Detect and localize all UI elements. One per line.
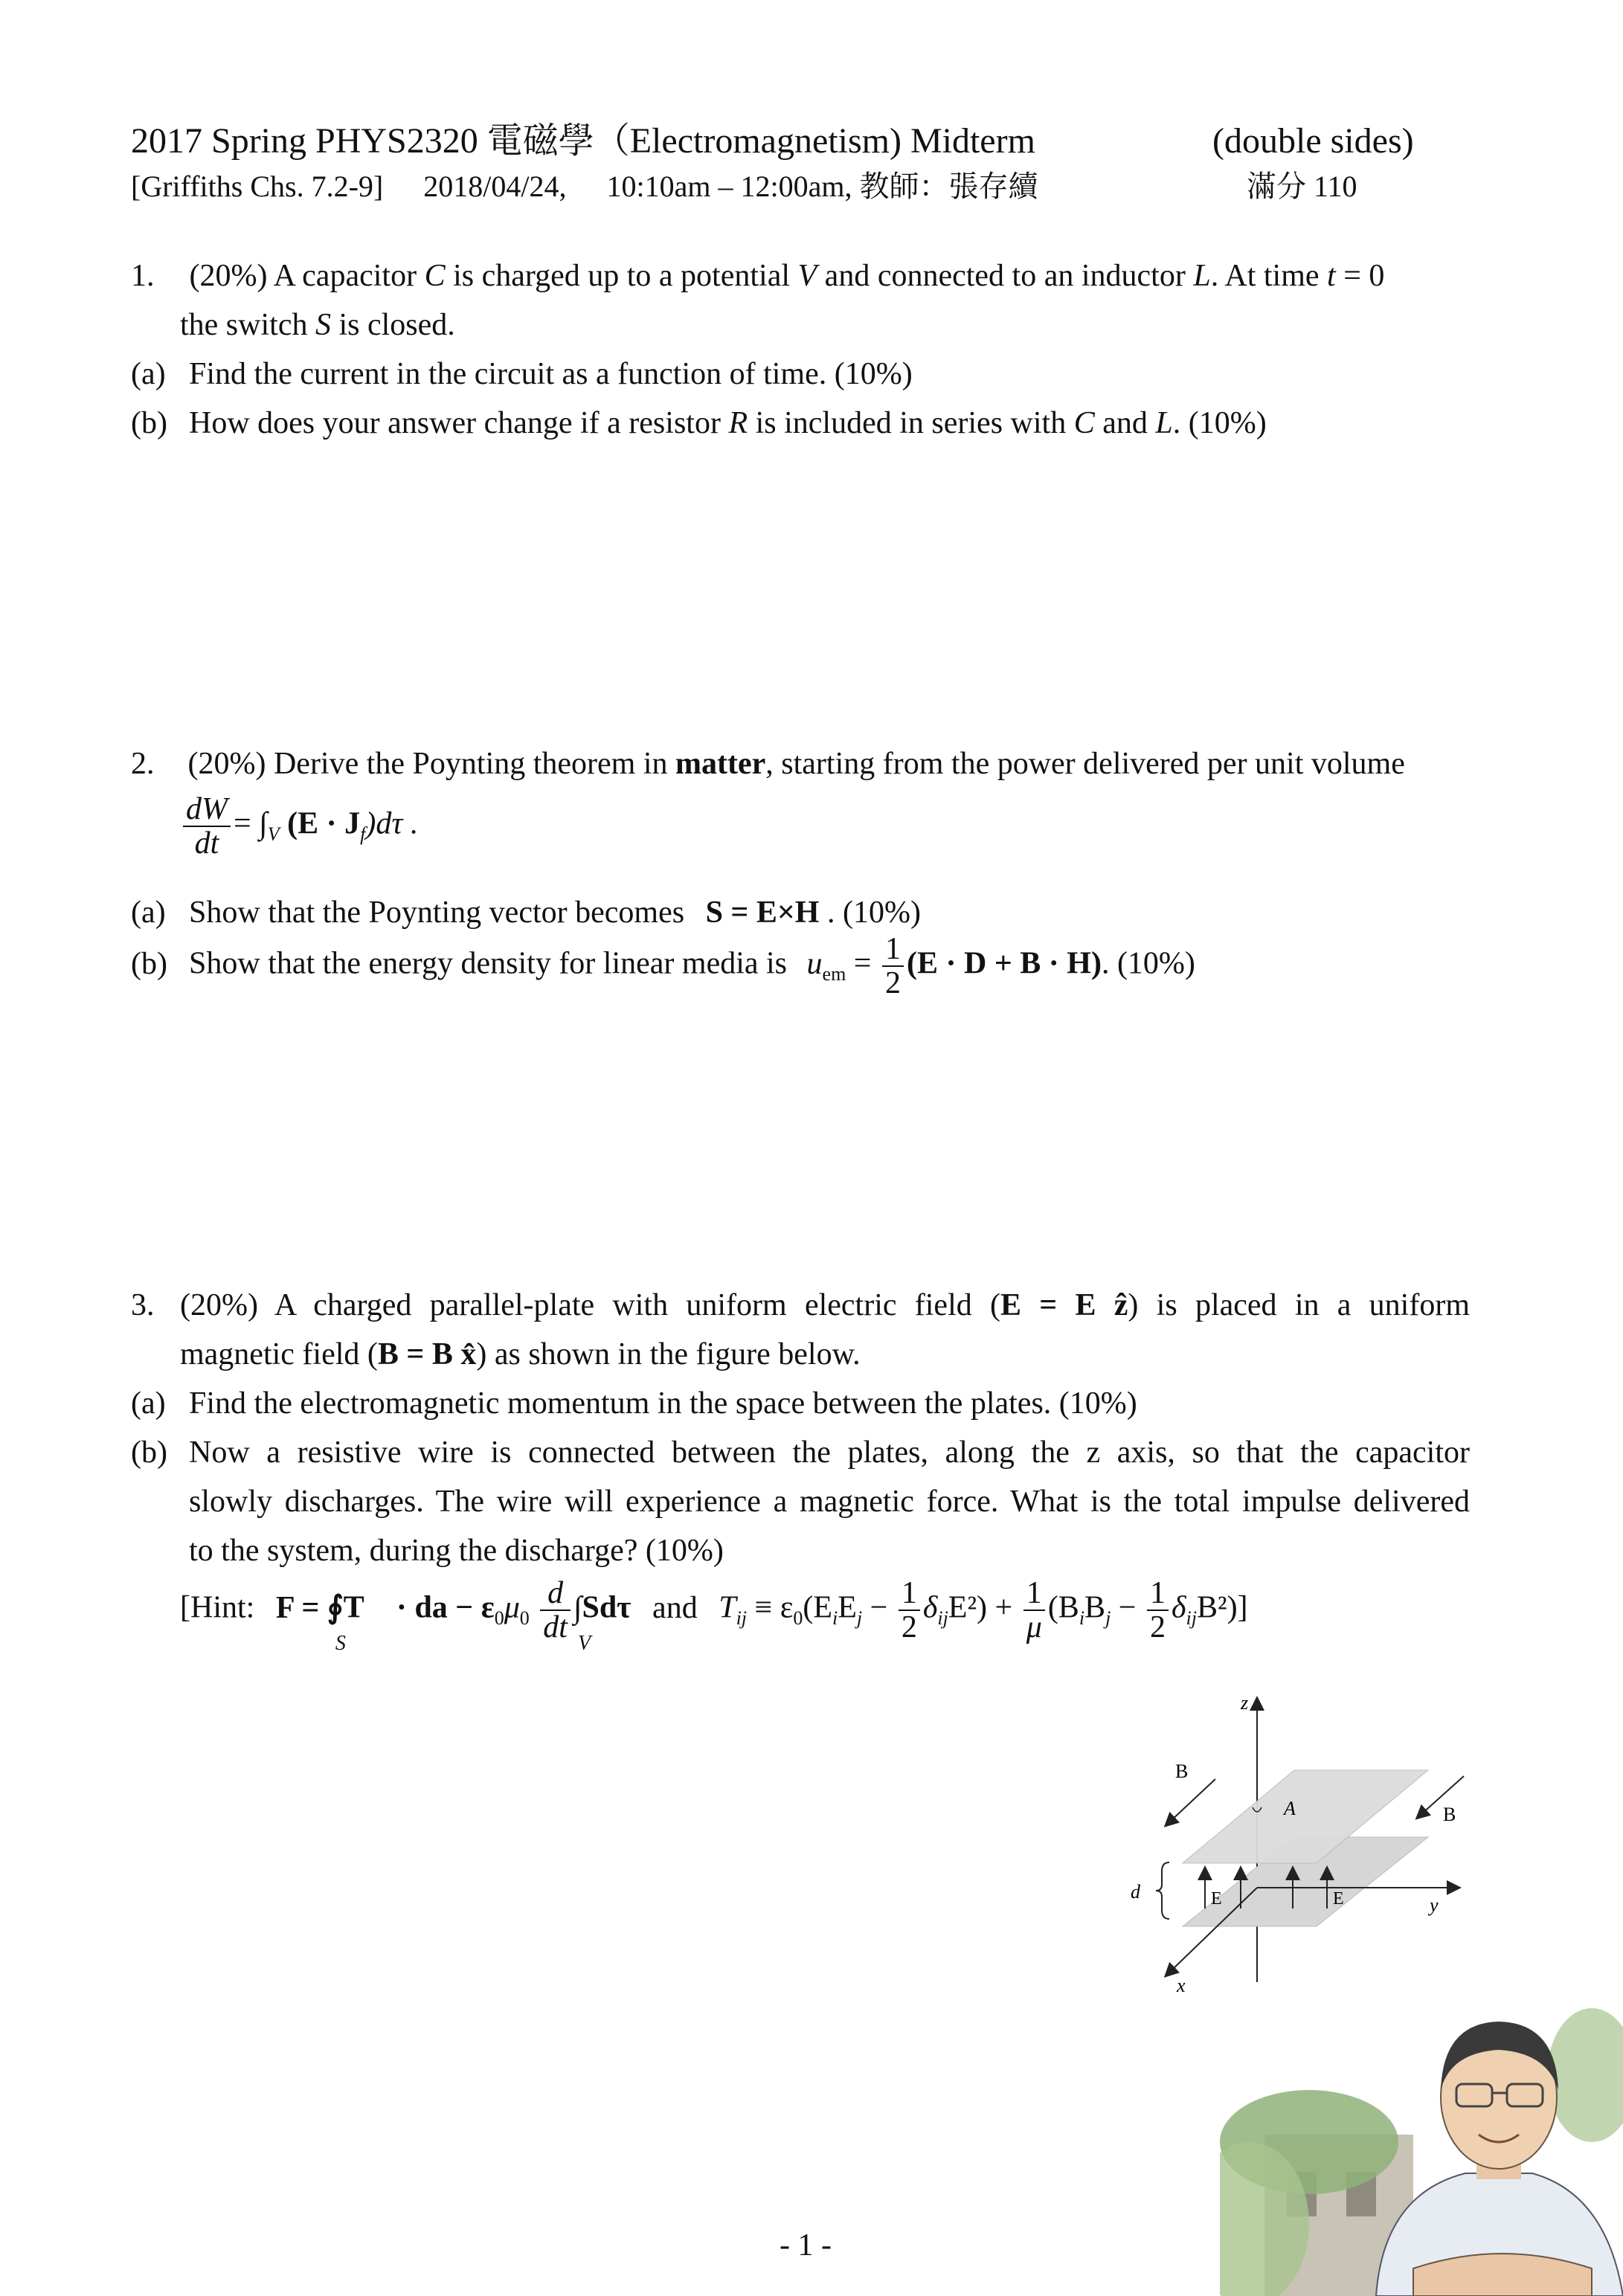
force-integral (275, 1588, 346, 1655)
denominator: 2 (1149, 1610, 1166, 1645)
symbol-L: L (1155, 406, 1173, 440)
symbol-S: S (315, 308, 331, 342)
page-number: - 1 - (780, 2228, 832, 2263)
q1-stem-cont (180, 305, 455, 345)
q2-stem (131, 744, 1470, 784)
y-axis-label: y (1430, 1894, 1439, 1916)
poynting-vector-eq: S = E×H (705, 895, 820, 930)
q1-text: is charged up to a potential (453, 259, 791, 293)
equation-part: (E (803, 1590, 832, 1625)
electric-field-eq: E = E ẑ (1000, 1288, 1128, 1322)
equation-part: ∫ (573, 1590, 582, 1625)
part-label: (a) (131, 1386, 166, 1421)
subscript: 0 (519, 1607, 530, 1630)
symbol-C: C (424, 259, 446, 293)
q1-number: 1. (131, 259, 155, 293)
subscript: ij (937, 1607, 948, 1630)
q1-text: . At time (1210, 259, 1320, 293)
x-axis-label: x (1177, 1975, 1186, 1996)
part-text: and (1102, 406, 1148, 440)
teacher: 教師：張存續 (859, 170, 1038, 203)
separation-brace (1156, 1862, 1169, 1919)
q2-text: Derive the Poynting theorem in (273, 747, 668, 781)
denominator: μ (1026, 1610, 1042, 1645)
volume-integral (573, 1588, 591, 1655)
q2-bold-word: matter (675, 747, 766, 781)
q3-text: A charged parallel-plate with uniform electric field ( (274, 1288, 1000, 1322)
q3-part-b-line3: to the system, during the discharge? (10%) (189, 1534, 724, 1568)
z-axis-label: z (1241, 1692, 1249, 1714)
subscript: i (832, 1607, 838, 1630)
q1-part-b (131, 403, 1267, 443)
symbol-L: L (1193, 259, 1211, 293)
denominator: 2 (901, 1610, 917, 1645)
q2-part-a (131, 893, 921, 933)
numerator: 1 (882, 933, 904, 967)
q3-number: 3. (131, 1288, 155, 1322)
q1-text: = 0 (1343, 259, 1385, 293)
symbol-mu: μ (504, 1590, 520, 1625)
subscript: f (360, 823, 366, 846)
q3-stem (131, 1285, 1470, 1325)
subscript: ij (736, 1607, 748, 1630)
q2-points: (20%) (187, 747, 266, 781)
part-text: How does your answer change if a resistor (189, 406, 721, 440)
magnetic-field-eq: B = B x̂ (377, 1337, 477, 1372)
q3-part-b-line1: Now a resistive wire is connected between the plates, along the z axis, so that the capacitor (189, 1435, 1470, 1470)
half-fraction (882, 933, 904, 1000)
subscript: j (856, 1607, 863, 1630)
teacher-illustration (1220, 2001, 1623, 2296)
equation-part: Sdτ (582, 1590, 631, 1625)
equation-part: = (853, 946, 872, 981)
title-left: 2017 Spring PHYS2320 電磁學（Electromagnetism) Midterm (131, 121, 1035, 161)
numerator: 1 (1023, 1577, 1045, 1611)
q2-power-equation (180, 793, 418, 860)
E-label-right: E (1333, 1889, 1344, 1908)
part-text: Find the electromagnetic momentum in the space between the plates. (10%) (189, 1386, 1137, 1421)
q3-hint (180, 1576, 1248, 1655)
numerator: 1 (899, 1577, 920, 1611)
part-label: (b) (131, 406, 167, 440)
dW-dt-fraction (183, 793, 231, 860)
subscript: V (577, 1631, 591, 1655)
equation-part: E²) + (948, 1590, 1013, 1625)
denominator: dt (194, 826, 219, 861)
parallel-plate-figure (1086, 1688, 1503, 2001)
symbol-T: T (719, 1590, 736, 1625)
subscript: em (822, 963, 846, 985)
exam-time: 10:10am – 12:00am, (606, 170, 852, 203)
part-label: (b) (131, 946, 167, 981)
q3-part-a (131, 1383, 1137, 1424)
equation-part: )dτ . (365, 806, 419, 841)
symbol-delta: δ (1171, 1590, 1186, 1625)
part-label: (a) (131, 895, 166, 930)
q3-stem-cont (180, 1334, 861, 1374)
exam-date: 2018/04/24, (423, 170, 567, 203)
subscript: 0 (494, 1607, 504, 1630)
numerator: 1 (1147, 1577, 1169, 1611)
numerator: d (540, 1577, 571, 1611)
half-fraction (1147, 1577, 1169, 1644)
q1-text: the switch (180, 308, 308, 342)
part-text: . (10%) (1172, 406, 1267, 440)
part-label: (b) (131, 1435, 167, 1470)
equation-part: (E · J (287, 806, 361, 841)
equation-part: − (1118, 1590, 1137, 1625)
hint-and: and (652, 1590, 698, 1625)
symbol-delta: δ (922, 1590, 938, 1625)
part-points: . (10%) (826, 895, 921, 930)
q1-text: A capacitor (273, 259, 417, 293)
q3-part-b (131, 1432, 189, 1473)
q1-part-a (131, 354, 913, 394)
q2-part-b (131, 933, 1195, 1000)
equation-part: B (1084, 1590, 1106, 1625)
subscript: 0 (793, 1607, 803, 1630)
subscript: S (335, 1631, 346, 1655)
numerator: dW (183, 793, 231, 827)
full-score: 滿分 110 (1247, 170, 1357, 203)
half-fraction (899, 1577, 920, 1644)
subscript: i (1079, 1607, 1085, 1630)
equation-part: B²)] (1196, 1590, 1248, 1625)
equation-part: (B (1047, 1590, 1079, 1625)
q1-stem (131, 256, 1470, 296)
subscript: V (267, 823, 280, 846)
part-text: Show that the energy density for linear media is (189, 946, 788, 981)
hint-label: [Hint: (180, 1590, 255, 1625)
part-text: is included in series with (755, 406, 1067, 440)
foliage (1547, 2008, 1623, 2142)
q3-points: (20%) (180, 1288, 258, 1322)
magnetic-field-arrow-right (1421, 1776, 1464, 1815)
B-label-left: B (1175, 1760, 1189, 1782)
equation-part: − (870, 1590, 888, 1625)
symbol-V: V (797, 259, 817, 293)
B-label-right: B (1443, 1804, 1456, 1825)
q2-number: 2. (131, 747, 155, 781)
equation-part: ≡ ε (754, 1590, 794, 1625)
part-label: (a) (131, 357, 166, 391)
textbook-reference: [Griffiths Chs. 7.2-9] (131, 170, 384, 203)
denominator: dt (543, 1610, 568, 1645)
q1-text: is closed. (338, 308, 455, 342)
q3-text: ) as shown in the figure below. (476, 1337, 861, 1372)
equation-part: T⃡ · da − ε (343, 1590, 495, 1625)
q2-text: , starting from the power delivered per unit volume (765, 747, 1405, 781)
q1-points: (20%) (189, 259, 268, 293)
subscript: ij (1186, 1607, 1197, 1630)
symbol-R: R (728, 406, 748, 440)
exam-title (131, 119, 1035, 164)
one-over-mu-fraction (1023, 1577, 1045, 1644)
q3-text: magnetic field ( (180, 1337, 378, 1372)
part-text: Show that the Poynting vector becomes (189, 895, 685, 930)
symbol-t: t (1327, 259, 1336, 293)
symbol-u: u (806, 946, 823, 981)
magnetic-field-arrow-left (1169, 1779, 1215, 1822)
q3-text: ) is placed in a uniform (1128, 1288, 1470, 1322)
equation-part: F = ∮ (275, 1590, 344, 1625)
q3-part-b-line2: slowly discharges. The wire will experience a magnetic force. What is the total impulse delivered (189, 1485, 1470, 1519)
equation-part: = ∫ (234, 806, 268, 841)
symbol-C: C (1073, 406, 1095, 440)
subscript: j (1105, 1607, 1111, 1630)
separation-label: d (1131, 1881, 1140, 1903)
E-label-left: E (1211, 1889, 1222, 1908)
part-text: Find the current in the circuit as a function of time. (10%) (189, 357, 913, 391)
q1-text: and connected to an inductor (824, 259, 1186, 293)
denominator: 2 (884, 966, 901, 1001)
area-label: A (1284, 1798, 1296, 1819)
equation-part: E (838, 1590, 857, 1625)
part-points: . (10%) (1101, 946, 1195, 981)
exam-subtitle (131, 167, 1038, 207)
d-dt-fraction (540, 1577, 571, 1644)
double-sides-note: (double sides) (1212, 121, 1414, 161)
energy-density-eq: (E · D + B · H) (906, 946, 1102, 981)
